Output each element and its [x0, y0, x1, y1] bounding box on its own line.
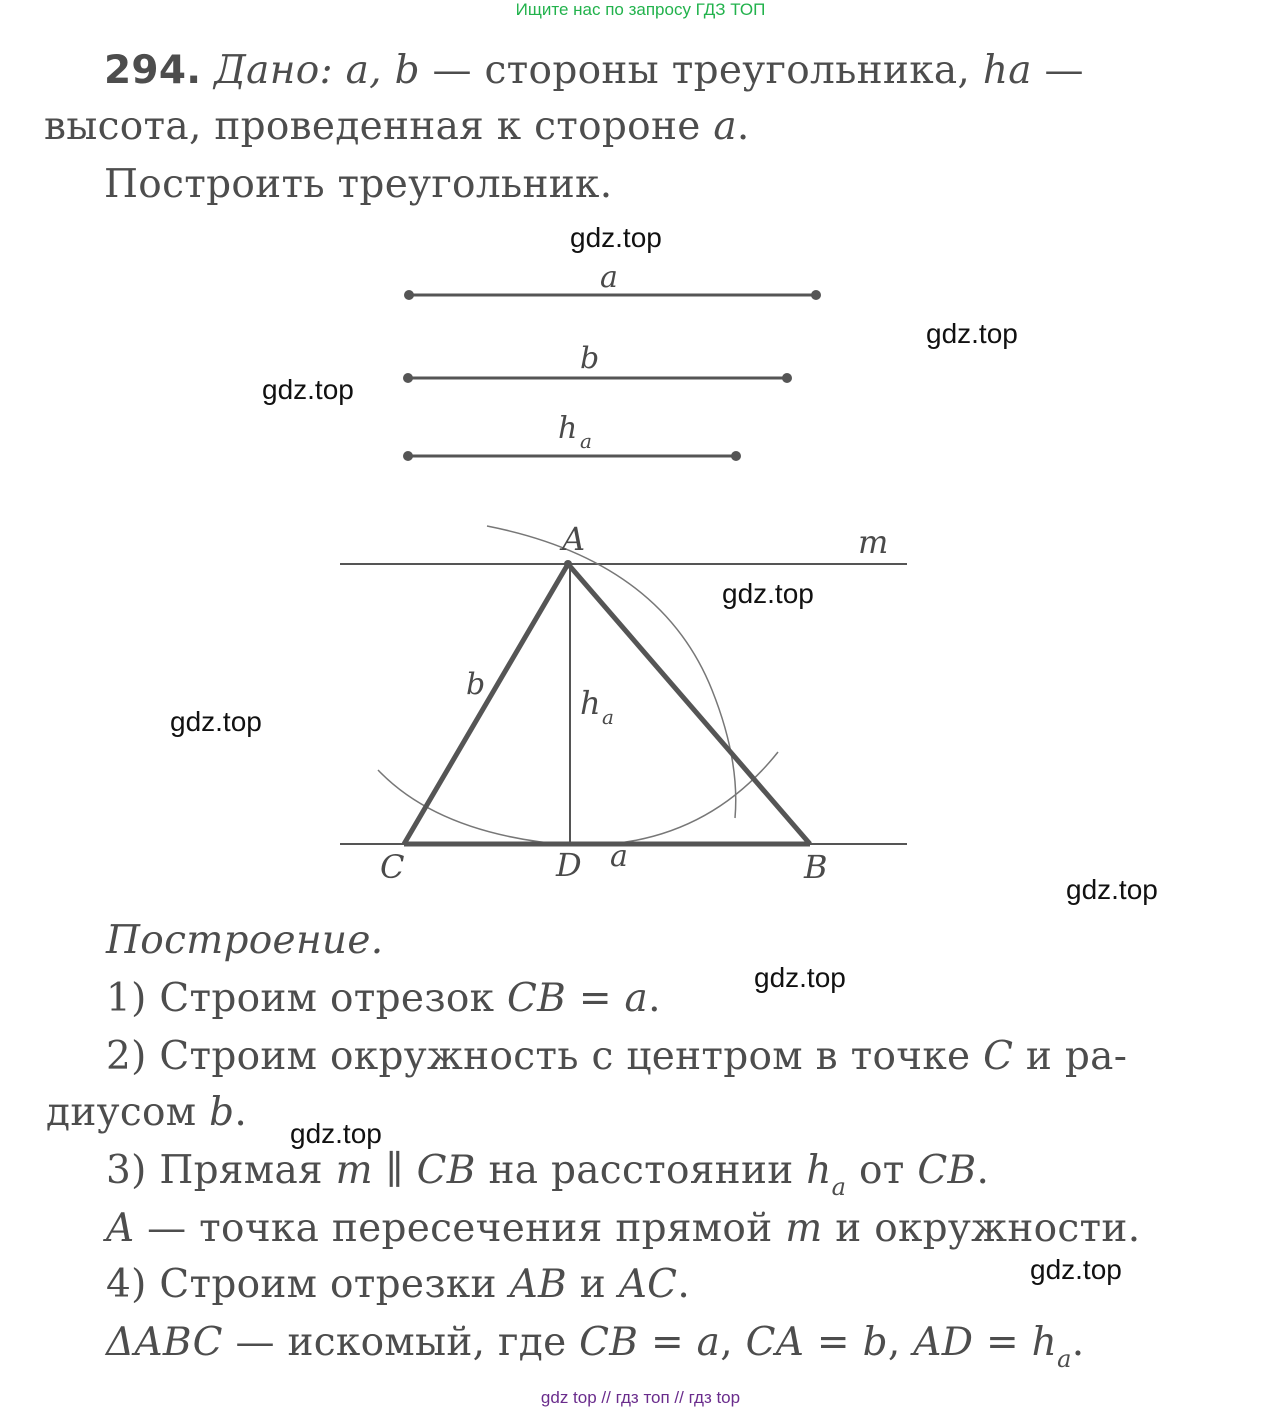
segment-ha	[403, 451, 741, 461]
step-4-ab: AB	[509, 1262, 567, 1307]
segment-ha-sub: a	[580, 429, 592, 453]
side-a-label: a	[610, 839, 628, 874]
step-2-line-2-text: диусом	[46, 1090, 197, 1135]
step-3b	[106, 1206, 1140, 1251]
step-3-cb2: CB	[917, 1148, 977, 1193]
watermark: gdz.top	[722, 578, 814, 609]
given-label: Дано:	[214, 48, 333, 93]
watermark: gdz.top	[754, 962, 846, 993]
step-4-dot: .	[677, 1262, 691, 1307]
problem-line-2-text: высота, проведенная к стороне	[44, 104, 701, 149]
segment-b-label: b	[580, 341, 600, 376]
step-3-par: ∥	[385, 1148, 404, 1193]
given-text: — стороны треугольника,	[432, 48, 971, 93]
arc-ha	[378, 752, 778, 845]
arc-b-from-c	[487, 526, 736, 818]
problem-line-2-dot: .	[736, 104, 750, 149]
line-m-label: m	[858, 523, 889, 561]
step-1-text: 1) Строим отрезок	[106, 976, 495, 1021]
given-ha: ha	[982, 48, 1032, 93]
segment-a-label: a	[600, 260, 618, 295]
result-comma-2: ,	[887, 1320, 901, 1365]
point-b-label: B	[804, 848, 828, 886]
step-3-hsub: a	[831, 1173, 847, 1201]
height-h-sub: a	[602, 705, 614, 729]
step-1-dot: .	[648, 976, 661, 1021]
footer: gdz top // гдз топ // гдз top	[540, 1388, 741, 1407]
side-ac	[404, 564, 568, 844]
step-3b-end: и окружности.	[835, 1206, 1141, 1251]
step-3-cb: CB	[416, 1148, 476, 1193]
task-line: Построить треугольник.	[104, 162, 613, 207]
step-4-text: 4) Строим отрезки	[106, 1262, 497, 1307]
step-2-line-2	[46, 1090, 247, 1135]
point-c-label: C	[380, 848, 405, 886]
watermark: gdz.top	[1030, 1254, 1122, 1285]
result-dot: .	[1071, 1320, 1085, 1365]
watermark: gdz.top	[1066, 874, 1158, 905]
side-b-label: b	[466, 667, 486, 702]
step-3-text: 3) Прямая	[106, 1148, 323, 1193]
step-3b-a: A	[106, 1206, 135, 1251]
given-vars: a, b	[345, 48, 420, 93]
height-h-label: h	[580, 684, 601, 722]
result-sub: a	[1057, 1345, 1072, 1373]
step-4	[106, 1262, 690, 1307]
given-dash: —	[1044, 48, 1084, 93]
result-triangle: ΔABC	[106, 1320, 223, 1365]
watermark: gdz.top	[170, 706, 262, 737]
step-3	[106, 1148, 990, 1201]
point-a-dot	[564, 560, 572, 568]
step-2-c: C	[983, 1034, 1014, 1079]
result-eq-2: CA = b	[745, 1320, 888, 1365]
step-1-math: CB = a	[507, 976, 649, 1021]
point-d-label: D	[556, 846, 582, 884]
watermark: gdz.top	[290, 1118, 382, 1149]
step-3-mid: на расстоянии	[488, 1148, 794, 1193]
result-eq-3: AD = h	[913, 1320, 1058, 1365]
watermark: gdz.top	[926, 318, 1018, 349]
step-3-dot: .	[976, 1148, 990, 1193]
watermark: gdz.top	[262, 374, 354, 405]
step-3b-text: — точка пересечения прямой	[147, 1206, 773, 1251]
step-3-m: m	[335, 1148, 373, 1193]
result-comma-1: ,	[720, 1320, 733, 1365]
step-3b-m: m	[785, 1206, 823, 1251]
problem-line-2-var: a	[713, 104, 737, 149]
problem-number: 294.	[104, 48, 202, 93]
point-a-label: A	[562, 520, 586, 558]
result-line	[106, 1320, 1085, 1373]
step-3-from: от	[858, 1148, 905, 1193]
watermark: gdz.top	[570, 222, 662, 253]
step-2-dot: .	[234, 1090, 248, 1135]
step-3-h: h	[806, 1148, 832, 1193]
segment-ha-label: h	[558, 411, 578, 446]
construction-heading: Построение.	[106, 918, 384, 963]
top-banner: Ищите нас по запросу ГДЗ ТОП	[515, 0, 766, 19]
step-2-text: 2) Строим окружность с центром в точке	[106, 1034, 971, 1079]
result-eq-1: CB = a	[579, 1320, 721, 1365]
step-2-line-1	[106, 1034, 1127, 1079]
step-4-ac: AC	[618, 1262, 678, 1307]
step-2-end: и ра-	[1025, 1034, 1128, 1079]
step-2-b: b	[209, 1090, 235, 1135]
step-4-and: и	[579, 1262, 606, 1307]
result-text: — искомый, где	[235, 1320, 567, 1365]
step-1	[106, 976, 661, 1021]
